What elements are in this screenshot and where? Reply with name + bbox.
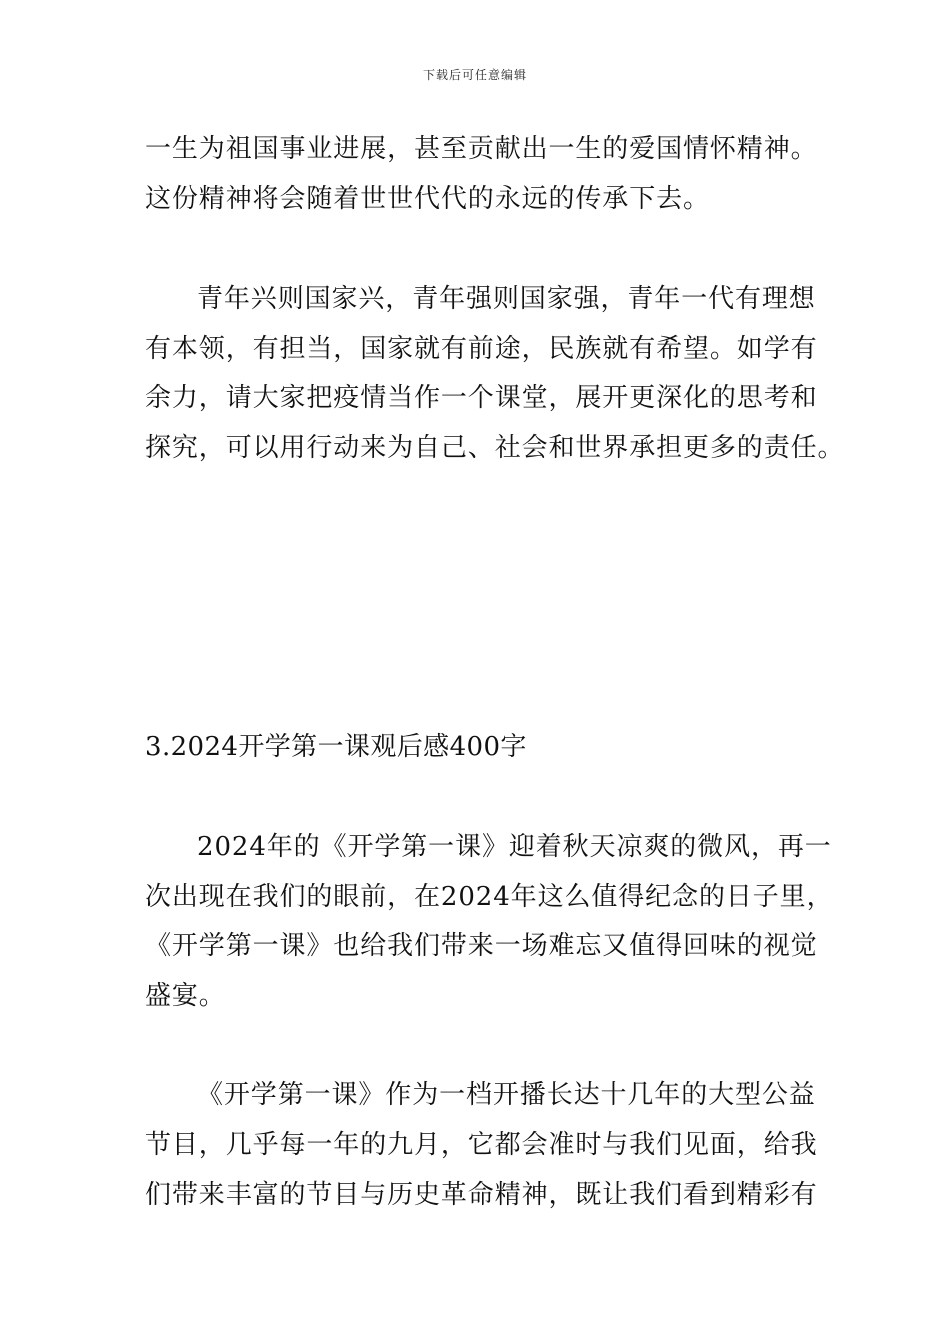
text-line: 《开学第一课》作为一档开播长达十几年的大型公益	[197, 1080, 816, 1110]
text-line: 这份精神将会随着世世代代的永远的传承下去。	[145, 184, 710, 214]
text-line: 余力，请大家把疫情当作一个课堂，展开更深化的思考和	[145, 383, 818, 413]
text-line: 2024年的《开学第一课》迎着秋天凉爽的微风，再一	[197, 832, 832, 862]
section-heading: 3.2024开学第一课观后感400字	[145, 732, 527, 762]
text-line: 次出现在我们的眼前，在2024年这么值得纪念的日子里，	[145, 882, 834, 912]
text-line: 一生为祖国事业进展，甚至贡献出一生的爱国情怀精神。	[145, 134, 818, 164]
text-line: 们带来丰富的节目与历史革命精神，既让我们看到精彩有	[145, 1180, 818, 1210]
text-line: 青年兴则国家兴，青年强则国家强，青年一代有理想	[197, 284, 816, 314]
text-line: 节目，几乎每一年的九月，它都会准时与我们见面，给我	[145, 1130, 818, 1160]
text-line: 《开学第一课》也给我们带来一场难忘又值得回味的视觉	[145, 931, 818, 961]
page-header-note: 下载后可任意编辑	[422, 68, 527, 82]
text-line: 盛宴。	[145, 981, 226, 1011]
text-line: 探究，可以用行动来为自己、社会和世界承担更多的责任。	[145, 433, 845, 463]
text-line: 有本领，有担当，国家就有前途，民族就有希望。如学有	[145, 334, 818, 364]
